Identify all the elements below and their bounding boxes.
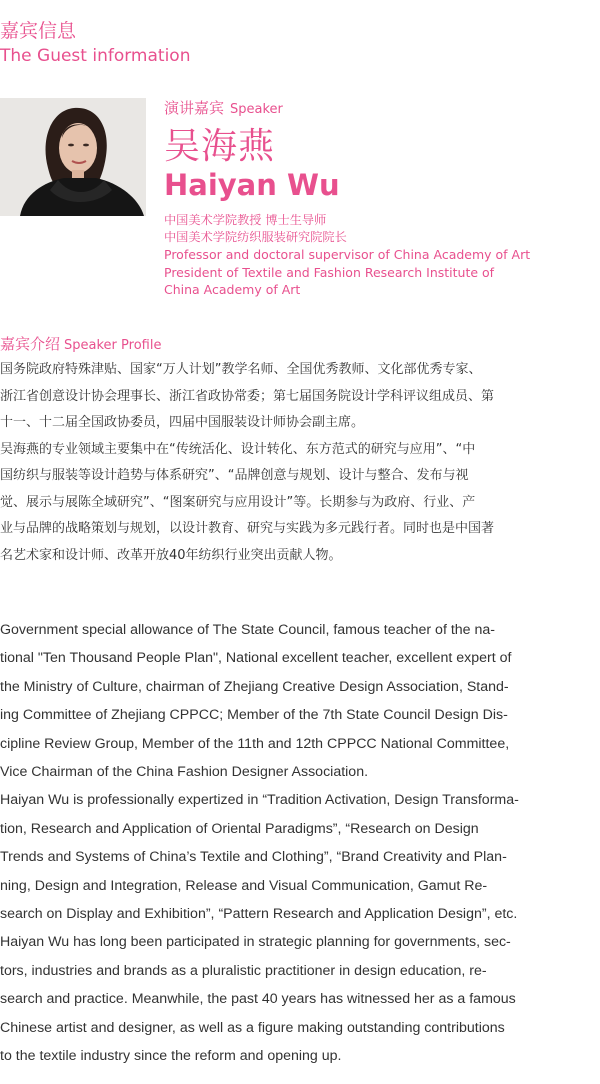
speaker-label-zh: 演讲嘉宾	[164, 99, 225, 117]
speaker-title-en: China Academy of Art	[164, 282, 301, 297]
profile-zh-line: 十一、十二届全国政协委员，四届中国服装设计师协会副主席。	[0, 415, 365, 430]
profile-text-en	[0, 616, 600, 1071]
profile-en-line: search on Display and Exhibition”, “Pattern Research and Application Design”, etc.	[0, 906, 518, 923]
profile-en-line: Chinese artist and designer, as well as a figure making outstanding contributions	[0, 1019, 505, 1036]
profile-zh-line: 国纺织与服装等设计趋势与体系研究”、“品牌创意与规划、设计与整合、发布与视	[0, 468, 469, 483]
speaker-title-en: President of Textile and Fashion Research Institute of	[164, 264, 495, 280]
profile-en-line: ing Committee of Zhejiang CPPCC; Member of the 7th State Council Design Dis-	[0, 707, 508, 724]
section-title-zh: 嘉宾信息	[0, 20, 77, 42]
profile-zh-line: 业与品牌的战略策划与规划，以设计教育、研究与实践为多元践行者。同时也是中国著	[0, 521, 495, 536]
profile-en-line: Haiyan Wu is professionally expertized in “Tradition Activation, Design Transforma-	[0, 792, 519, 809]
speaker-title-en: Professor and doctoral supervisor of China Academy of Art	[164, 247, 531, 262]
profile-heading-en: Speaker Profile	[64, 338, 162, 353]
profile-zh-line: 浙江省创意设计协会理事长、浙江省政协常委；第七届国务院设计学科评议组成员、第	[0, 388, 495, 404]
profile-en-line: search and practice. Meanwhile, the past 40 years has witnessed her as a famous	[0, 991, 516, 1008]
section-title-en: The Guest information	[0, 46, 191, 66]
profile-en-line: Trends and Systems of China’s Textile and Clothing”, “Brand Creativity and Plan-	[0, 849, 507, 866]
speaker-title-zh: 中国美术学院纺织服装研究院院长	[164, 230, 347, 244]
section-title	[0, 18, 190, 68]
speaker-block	[164, 96, 594, 299]
profile-en-line: Haiyan Wu has long been participated in strategic planning for governments, sec-	[0, 934, 511, 951]
speaker-name-zh: 吴海燕	[164, 126, 276, 167]
speaker-label-en: Speaker	[230, 102, 283, 117]
profile-en-line: the Ministry of Culture, chairman of Zhejiang Creative Design Association, Stand-	[0, 678, 509, 695]
profile-heading-zh: 嘉宾介绍	[0, 335, 61, 353]
profile-en-line: tors, industries and brands as a pluralistic practitioner in design education, re-	[0, 962, 487, 979]
speaker-name-en: Haiyan Wu	[164, 168, 340, 202]
profile-text-zh	[0, 357, 600, 569]
profile-zh-line: 国务院政府特殊津贴、国家“万人计划”教学名师、全国优秀教师、文化部优秀专家、	[0, 362, 482, 377]
speaker-label	[164, 96, 594, 122]
profile-zh-line: 吴海燕的专业领域主要集中在“传统活化、设计转化、东方范式的研究与应用”、“中	[0, 441, 476, 457]
profile-zh-line: 觉、展示与展陈全域研究”、“图案研究与应用设计”等。长期参与为政府、行业、产	[0, 494, 476, 510]
speaker-portrait-image	[0, 98, 146, 216]
profile-en-line: cipline Review Group, Member of the 11th and 12th CPPCC National Committee,	[0, 735, 510, 752]
profile-en-line: Government special allowance of The State Council, famous teacher of the na-	[0, 622, 495, 638]
profile-en-line: tion, Research and Application of Oriental Paradigms”, “Research on Design	[0, 820, 479, 837]
profile-zh-line: 名艺术家和设计师、改革开放40年纺织行业突出贡献人物。	[0, 547, 342, 563]
profile-en-line: tional "Ten Thousand People Plan", National excellent teacher, excellent expert of	[0, 650, 512, 667]
profile-en-line: to the textile industry since the reform and opening up.	[0, 1048, 342, 1065]
speaker-title-zh: 中国美术学院教授 博士生导师	[164, 213, 327, 227]
speaker-photo	[0, 98, 146, 216]
profile-heading	[0, 333, 161, 357]
profile-en-line: Vice Chairman of the China Fashion Designer Association.	[0, 764, 369, 781]
profile-en-line: ning, Design and Integration, Release and Visual Communication, Gamut Re-	[0, 877, 488, 894]
